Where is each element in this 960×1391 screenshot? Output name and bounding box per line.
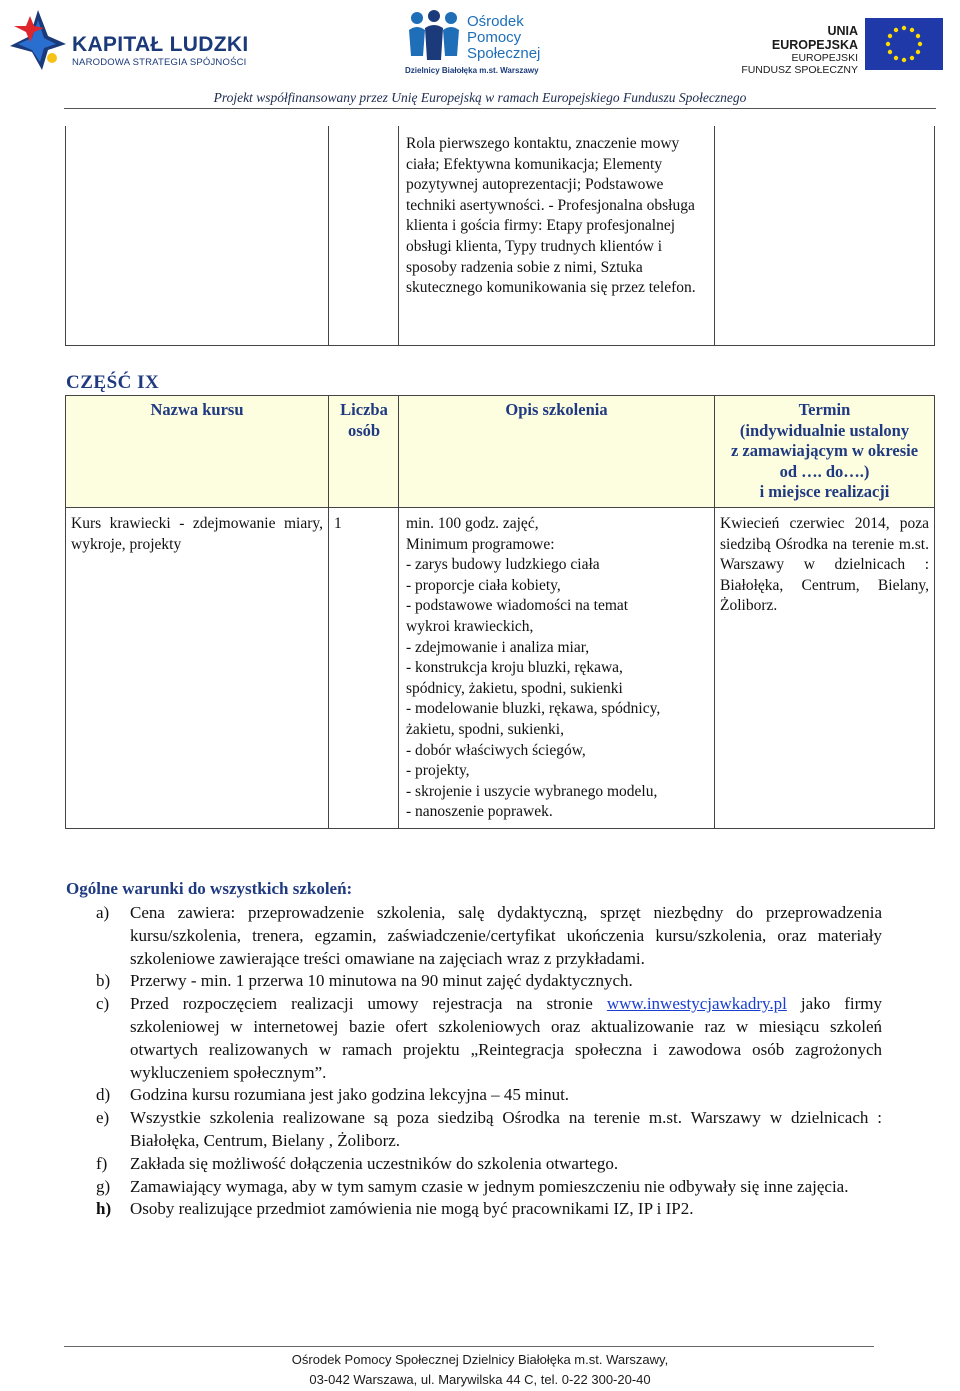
desc-line: - modelowanie bluzki, rękawa, spódnicy, xyxy=(406,700,661,718)
prev-table-description: Rola pierwszego kontaktu, znaczenie mowy ciała; Efektywna komunikacja; Elementy pozytywnej autoprezentacji; Podstawowe techniki asertywności. - Profesjonalna obsługa klienta i gościa firmy: Etapy profesjonalnej obsługi klienta, Typy trudnych klientów i sposoby radzenia sobie z nimi, Sztuka skutecznego komunikowania się przez telefon. xyxy=(406,135,696,297)
course-table-header-divider xyxy=(65,507,935,508)
list-item-text-after: jako firmy szkoleniowej w internetowej bazie ofert szkoleniowych oraz aktualizowanie raz w miesiącu szkoleń otwartych realizowanych w ramach projektu „Reintegracja społeczna i zawodowa osób zagrożonych wykluczeniem społecznym”. xyxy=(130,994,883,1082)
list-item-letter: e) xyxy=(96,1108,110,1128)
list-item-text: Osoby realizujące przedmiot zamówienia nie mogą być pracownikami IZ, IP i IP2. xyxy=(130,1199,694,1219)
prev-table-col-divider xyxy=(398,126,399,346)
col-header-name: Nazwa kursu xyxy=(150,400,244,419)
desc-line: - dobór właściwych ściegów, xyxy=(406,741,586,759)
col-header-count: Liczba osób xyxy=(340,400,388,440)
list-item xyxy=(66,1107,882,1153)
eu-logo-line2: EUROPEJSKI xyxy=(791,52,858,64)
page-header xyxy=(0,0,960,115)
course-count-cell: 1 xyxy=(334,515,342,532)
list-item xyxy=(66,1153,882,1176)
project-cofinancing-line: Projekt współfinansowany przez Unię Europejską w ramach Europejskiego Funduszu Społecznego xyxy=(213,90,747,105)
list-item-letter: g) xyxy=(96,1176,111,1196)
header-divider xyxy=(64,108,936,109)
list-item xyxy=(66,970,882,993)
list-item-text: Godzina kursu rozumiana jest jako godzina lekcyjna – 45 minut. xyxy=(130,1085,570,1105)
list-item-letter: f) xyxy=(96,1153,108,1173)
desc-line: - proporcje ciała kobiety, xyxy=(406,576,561,594)
footer-address-line2: 03-042 Warszawa, ul. Marywilska 44 C, tel. 0-22 300-20-40 xyxy=(309,1372,651,1387)
col-header-term-line5: i miejsce realizacji xyxy=(759,482,890,502)
course-table-col-divider xyxy=(398,395,399,829)
ops-logo-line1: Ośrodek xyxy=(467,13,524,30)
kapital-ludzki-subtitle: NARODOWA STRATEGIA SPÓJNOŚCI xyxy=(72,57,247,68)
general-conditions-title: Ogólne warunki do wszystkich szkoleń: xyxy=(66,879,353,898)
desc-line: Minimum programowe: xyxy=(406,535,555,553)
footer-divider xyxy=(64,1346,874,1347)
eu-logo-title: UNIA EUROPEJSKA xyxy=(771,24,858,52)
ops-logo-line2: Pomocy xyxy=(467,29,522,46)
col-header-term-line1: Termin xyxy=(798,400,851,419)
desc-line: - projekty, xyxy=(406,762,470,780)
list-item-text: Zakłada się możliwość dołączenia uczestników do szkolenia otwartego. xyxy=(130,1153,619,1173)
desc-line: - nanoszenie poprawek. xyxy=(406,803,553,821)
list-item-letter: c) xyxy=(96,994,110,1014)
ops-logo-line3: Społecznej xyxy=(467,45,541,62)
general-conditions-list xyxy=(66,902,882,1221)
list-item-text-before: Przed rozpoczęciem realizacji umowy rejestracja na stronie xyxy=(130,994,607,1014)
list-item-text: Wszystkie szkolenia realizowane są poza siedzibą Ośrodka na terenie m.st. Warszawy w dzielnicach : Białołęka, Centrum, Bielany , Żoliborz. xyxy=(130,1108,882,1150)
list-item-letter: b) xyxy=(96,971,111,991)
col-header-term-line2: (indywidualnie ustalony xyxy=(739,420,910,440)
list-item xyxy=(66,993,882,1084)
kapital-ludzki-logo xyxy=(8,6,253,70)
desc-line: - konstrukcja kroju bluzki, rękawa, xyxy=(406,659,623,677)
desc-line: wykroi krawieckich, xyxy=(406,617,534,635)
ops-logo-subtitle: Dzielnicy Białołęka m.st. Warszawy xyxy=(405,66,539,75)
list-item xyxy=(66,1198,882,1221)
col-header-description: Opis szkolenia xyxy=(505,400,608,419)
course-table-col-divider xyxy=(328,395,329,829)
eu-logo xyxy=(740,18,945,76)
desc-line: min. 100 godz. zajęć, xyxy=(406,515,539,532)
eu-flag-icon xyxy=(865,18,943,70)
list-item-letter: d) xyxy=(96,1085,111,1105)
desc-line: - zarys budowy ludzkiego ciała xyxy=(406,556,600,574)
inwestycjawkadry-link[interactable]: www.inwestycjawkadry.pl xyxy=(606,994,787,1014)
desc-line: - podstawowe wiadomości na temat xyxy=(406,597,629,615)
col-header-term xyxy=(715,400,934,503)
list-item xyxy=(66,1084,882,1107)
course-term-cell: Kwiecień czerwiec 2014, poza siedzibą Ośrodka na terenie m.st. Warszawy w dzielnicach : Białołęka, Centrum, Bielany, Żoliborz. xyxy=(720,515,929,615)
prev-table-col-divider xyxy=(328,126,329,346)
list-item xyxy=(66,902,882,970)
list-item-text: Cena zawiera: przeprowadzenie szkolenia, salę dydaktyczną, sprzęt niezbędny do przeprowadzenia kursu/szkolenia, trenera, egzamin, zaświadczenie/certyfikat ukończenia kursu/szkolenia, oraz materiały szkoleniowe zawierające treści omawiane na zajęciach wraz z przykładami. xyxy=(130,903,882,968)
desc-line: - skrojenie i uszycie wybranego modelu, xyxy=(406,782,658,800)
kapital-ludzki-title: KAPITAŁ LUDZKI xyxy=(72,33,249,56)
desc-line: - zdejmowanie i analiza miar, xyxy=(406,638,590,656)
people-group-icon xyxy=(405,10,463,62)
desc-line: spódnicy, żakietu, spodni, sukienki xyxy=(406,679,623,697)
ops-logo xyxy=(405,10,555,74)
kapital-ludzki-star-icon xyxy=(8,6,68,70)
course-description-cell xyxy=(406,514,710,823)
col-header-term-line3: z zamawiającym w okresie xyxy=(730,441,919,461)
list-item-letter: a) xyxy=(96,903,110,922)
eu-logo-line3: FUNDUSZ SPOŁECZNY xyxy=(741,64,858,76)
desc-line: żakietu, spodni, sukienki, xyxy=(406,720,564,738)
footer-address-line1: Ośrodek Pomocy Społecznej Dzielnicy Białołęka m.st. Warszawy, xyxy=(291,1352,669,1367)
course-name-cell: Kurs krawiecki - zdejmowanie miary, wykroje, projekty xyxy=(71,515,323,553)
col-header-term-line4: od …. do….) xyxy=(779,461,870,481)
page-footer xyxy=(0,1350,960,1390)
list-item-letter: h) xyxy=(96,1199,112,1219)
list-item xyxy=(66,1176,882,1199)
list-item-text: Zamawiający wymaga, aby w tym samym czasie w jednym pomieszczeniu nie odbywały się inne zajęcia. xyxy=(130,1176,849,1196)
prev-table-col-divider xyxy=(714,126,715,346)
list-item-text: Przerwy - min. 1 przerwa 10 minutowa na 90 minut zajęć dydaktycznych. xyxy=(130,971,633,991)
section-title: CZĘŚĆ IX xyxy=(66,372,160,393)
